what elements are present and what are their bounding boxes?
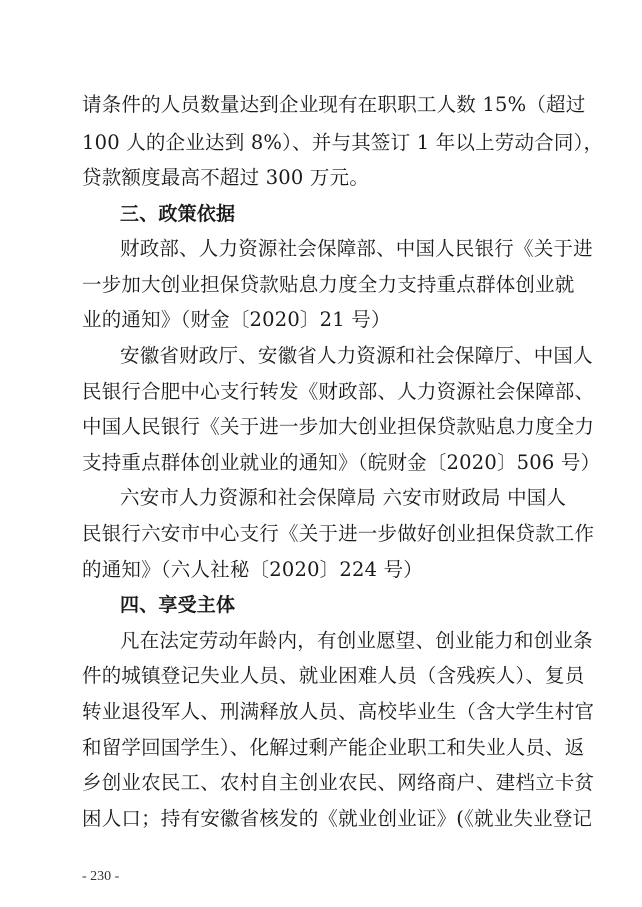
section-heading-policy-basis: 三、政策依据 [120,203,236,225]
body-text-line: 财政部、人力资源社会保障部、中国人民银行《关于进 [120,237,593,260]
body-text-line: 件的城镇登记失业人员、就业困难人员（含残疾人）、复员 [82,664,585,687]
body-text-line: 的通知》（六人社秘〔2020〕224 号） [82,558,423,581]
body-text-line: 民银行六安市中心支行《关于进一步做好创业担保贷款工作 [82,522,595,545]
body-text-line: 困人口；持有安徽省核发的《就业创业证》(《就业失业登记 [82,807,593,830]
body-text-line: 支持重点群体创业就业的通知》（皖财金〔2020〕506 号） [82,451,601,474]
body-text-line: 转业退役军人、刑满释放人员、高校毕业生（含大学生村官 [82,700,595,723]
page-number: - 230 - [82,869,120,884]
body-text-line: 请条件的人员数量达到企业现有在职职工人数 15%（超过 [82,93,586,116]
body-text-line: 乡创业农民工、农村自主创业农民、网络商户、建档立卡贫 [82,771,595,794]
body-text-line: 一步加大创业担保贷款贴息力度全力支持重点群体创业就 [82,273,575,296]
body-text-line: 安徽省财政厅、安徽省人力资源和社会保障厅、中国人 [120,344,593,367]
body-text-line: 业的通知》（财金〔2020〕21 号） [82,308,391,331]
body-text-line: 100 人的企业达到 8%）、并与其签订 1 年以上劳动合同）， [82,131,604,154]
section-heading-beneficiaries: 四、享受主体 [120,594,236,616]
body-text-line: 民银行合肥中心支行转发《财政部、人力资源社会保障部、 [82,380,595,403]
body-text-line: 凡在法定劳动年龄内，有创业愿望、创业能力和创业条 [120,629,593,652]
body-text-line: 和留学回国学生）、化解过剩产能企业职工和失业人员、返 [82,736,585,759]
body-text-line: 六安市人力资源和社会保障局 六安市财政局 中国人 [120,486,567,509]
body-text-line: 中国人民银行《关于进一步加大创业担保贷款贴息力度全力 [82,415,595,438]
body-text-line: 贷款额度最高不超过 300 万元。 [82,166,370,189]
